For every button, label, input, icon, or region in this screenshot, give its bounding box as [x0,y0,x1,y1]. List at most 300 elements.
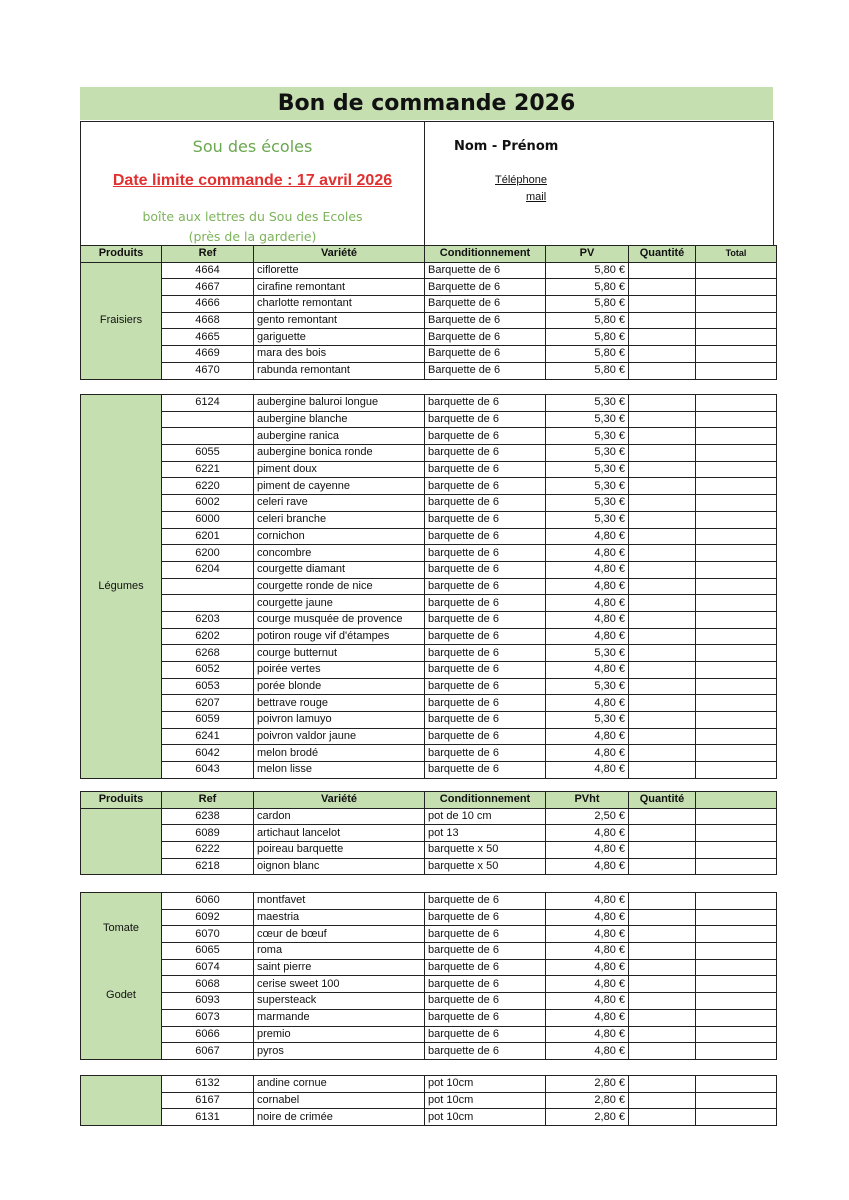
total-cell [696,296,777,313]
total-cell [696,611,777,628]
order-deadline: Date limite commande : 17 avril 2026 [112,172,393,189]
variety-cell: rabunda remontant [254,362,425,379]
total-cell [696,262,777,279]
column-header: Ref [162,792,254,809]
price-cell: 4,80 € [546,662,629,679]
ref-cell: 4670 [162,362,254,379]
table-row [81,461,777,478]
packaging-cell: barquette de 6 [425,395,546,412]
column-header: Variété [254,792,425,809]
quantity-input[interactable] [629,428,696,445]
quantity-input[interactable] [629,976,696,993]
packaging-cell: Barquette de 6 [425,312,546,329]
total-cell [696,858,777,875]
price-cell: 5,30 € [546,395,629,412]
price-cell: 4,80 € [546,578,629,595]
ref-cell: 6070 [162,926,254,943]
table-header-row [81,792,777,809]
packaging-cell: pot 13 [425,825,546,842]
total-cell [696,959,777,976]
variety-cell: gariguette [254,329,425,346]
price-cell: 2,80 € [546,1109,629,1126]
variety-cell: supersteack [254,993,425,1010]
ref-cell: 6092 [162,909,254,926]
packaging-cell: pot de 10 cm [425,808,546,825]
quantity-input[interactable] [629,545,696,562]
total-cell [696,595,777,612]
category-labels [81,893,161,1059]
packaging-cell: Barquette de 6 [425,362,546,379]
packaging-cell: barquette de 6 [425,728,546,745]
table-row [81,825,777,842]
price-cell: 5,80 € [546,362,629,379]
variety-cell: cœur de bœuf [254,926,425,943]
quantity-input[interactable] [629,993,696,1010]
total-cell [696,329,777,346]
quantity-input[interactable] [629,1009,696,1026]
ref-cell [162,578,254,595]
table-row [81,1043,777,1060]
ref-cell: 6238 [162,808,254,825]
quantity-input[interactable] [629,329,696,346]
ref-cell: 6066 [162,1026,254,1043]
variety-cell: poivron lamuyo [254,712,425,729]
product-category-cell [81,395,162,779]
quantity-input[interactable] [629,909,696,926]
packaging-cell: barquette de 6 [425,428,546,445]
packaging-cell: pot 10cm [425,1109,546,1126]
variety-cell: gento remontant [254,312,425,329]
quantity-input[interactable] [629,312,696,329]
table-row [81,428,777,445]
variety-cell: porée blonde [254,678,425,695]
table-row [81,445,777,462]
price-cell: 5,30 € [546,411,629,428]
table-row [81,762,777,779]
ref-cell [162,411,254,428]
quantity-input[interactable] [629,662,696,679]
ref-cell: 6068 [162,976,254,993]
product-category-cell [81,893,162,1060]
quantity-input[interactable] [629,262,696,279]
variety-cell: artichaut lancelot [254,825,425,842]
quantity-input[interactable] [629,712,696,729]
table-row [81,346,777,363]
price-cell: 4,80 € [546,926,629,943]
price-cell: 5,30 € [546,478,629,495]
organizer-panel [81,122,425,246]
column-header: Variété [254,246,425,263]
table-row [81,842,777,859]
price-cell: 4,80 € [546,628,629,645]
quantity-input[interactable] [629,1076,696,1093]
packaging-cell: barquette de 6 [425,495,546,512]
price-cell: 5,30 € [546,445,629,462]
total-cell [696,279,777,296]
ref-cell: 6201 [162,528,254,545]
packaging-cell: barquette de 6 [425,1026,546,1043]
packaging-cell: barquette de 6 [425,445,546,462]
quantity-input[interactable] [629,362,696,379]
packaging-cell: barquette de 6 [425,411,546,428]
quantity-input[interactable] [629,595,696,612]
quantity-input[interactable] [629,959,696,976]
ref-cell: 6065 [162,943,254,960]
product-table-4 [80,892,777,1060]
category-label: Tomate [102,922,140,935]
price-cell: 4,80 € [546,595,629,612]
quantity-input[interactable] [629,528,696,545]
ref-cell: 6202 [162,628,254,645]
total-cell [696,1076,777,1093]
quantity-input[interactable] [629,561,696,578]
total-cell [696,528,777,545]
quantity-input[interactable] [629,445,696,462]
variety-cell: aubergine baluroi longue [254,395,425,412]
packaging-cell: pot 10cm [425,1092,546,1109]
quantity-input[interactable] [629,346,696,363]
table-row [81,808,777,825]
table-row [81,561,777,578]
price-cell: 4,80 € [546,1009,629,1026]
total-cell [696,312,777,329]
variety-cell: aubergine ranica [254,428,425,445]
ref-cell: 6060 [162,893,254,910]
variety-cell: courge butternut [254,645,425,662]
column-header: Produits [81,246,162,263]
ref-cell: 6221 [162,461,254,478]
ref-cell: 6167 [162,1092,254,1109]
variety-cell: poirée vertes [254,662,425,679]
table-row [81,296,777,313]
packaging-cell: barquette de 6 [425,712,546,729]
variety-cell: ciflorette [254,262,425,279]
ref-cell: 6132 [162,1076,254,1093]
info-box [80,121,774,246]
ref-cell: 6093 [162,993,254,1010]
quantity-input[interactable] [629,578,696,595]
quantity-input[interactable] [629,926,696,943]
price-cell: 4,80 € [546,1043,629,1060]
table-row [81,712,777,729]
packaging-cell: Barquette de 6 [425,329,546,346]
variety-cell: andine cornue [254,1076,425,1093]
ref-cell: 4668 [162,312,254,329]
total-cell [696,545,777,562]
table-row [81,645,777,662]
total-cell [696,461,777,478]
price-cell: 4,80 € [546,943,629,960]
price-cell: 2,50 € [546,808,629,825]
packaging-cell: barquette de 6 [425,628,546,645]
category-label: Fraisiers [99,314,143,327]
variety-cell: aubergine blanche [254,411,425,428]
ref-cell: 4664 [162,262,254,279]
packaging-cell: barquette de 6 [425,1043,546,1060]
table-row [81,959,777,976]
table-row [81,312,777,329]
quantity-input[interactable] [629,678,696,695]
ref-cell: 6131 [162,1109,254,1126]
dropoff-location [81,207,424,247]
ref-cell: 6042 [162,745,254,762]
table-row [81,595,777,612]
quantity-input[interactable] [629,858,696,875]
packaging-cell: barquette de 6 [425,993,546,1010]
total-cell [696,428,777,445]
packaging-cell: barquette x 50 [425,842,546,859]
price-cell: 4,80 € [546,858,629,875]
packaging-cell: barquette de 6 [425,545,546,562]
total-cell [696,808,777,825]
price-cell: 5,30 € [546,428,629,445]
column-header: PVht [546,792,629,809]
packaging-cell: Barquette de 6 [425,279,546,296]
product-table-5 [80,1075,777,1126]
table-row [81,628,777,645]
category-label: Légumes [98,579,144,592]
packaging-cell: barquette de 6 [425,611,546,628]
packaging-cell: barquette de 6 [425,578,546,595]
product-category-cell [81,1076,162,1126]
quantity-input[interactable] [629,695,696,712]
quantity-input[interactable] [629,279,696,296]
variety-cell: bettrave rouge [254,695,425,712]
variety-cell: celeri branche [254,511,425,528]
table-row [81,909,777,926]
variety-cell: premio [254,1026,425,1043]
column-header: Conditionnement [425,246,546,263]
quantity-input[interactable] [629,1109,696,1126]
variety-cell: aubergine bonica ronde [254,445,425,462]
total-cell [696,561,777,578]
total-cell [696,909,777,926]
ref-cell: 6218 [162,858,254,875]
packaging-cell: barquette de 6 [425,662,546,679]
price-cell: 5,30 € [546,495,629,512]
price-cell: 4,80 € [546,528,629,545]
variety-cell: oignon blanc [254,858,425,875]
table-row [81,362,777,379]
total-cell [696,478,777,495]
price-cell: 4,80 € [546,825,629,842]
quantity-input[interactable] [629,411,696,428]
packaging-cell: Barquette de 6 [425,346,546,363]
ref-cell: 6053 [162,678,254,695]
quantity-input[interactable] [629,645,696,662]
packaging-cell: barquette de 6 [425,695,546,712]
total-cell [696,745,777,762]
ref-cell: 6002 [162,495,254,512]
quantity-input[interactable] [629,1043,696,1060]
variety-cell: noire de crimée [254,1109,425,1126]
variety-cell: montfavet [254,893,425,910]
variety-cell: cornichon [254,528,425,545]
total-cell [696,1009,777,1026]
table-row [81,893,777,910]
quantity-input[interactable] [629,808,696,825]
quantity-input[interactable] [629,893,696,910]
table-row [81,1076,777,1093]
packaging-cell: barquette x 50 [425,858,546,875]
total-cell [696,495,777,512]
quantity-input[interactable] [629,461,696,478]
category-label: Godet [106,988,136,1001]
ref-cell: 6268 [162,645,254,662]
quantity-input[interactable] [629,762,696,779]
ref-cell: 6222 [162,842,254,859]
column-header: Quantité [629,792,696,809]
price-cell: 4,80 € [546,959,629,976]
quantity-input[interactable] [629,296,696,313]
ref-cell: 6241 [162,728,254,745]
quantity-input[interactable] [629,745,696,762]
packaging-cell: barquette de 6 [425,478,546,495]
table-row [81,728,777,745]
column-header: Produits [81,792,162,809]
product-table-3 [80,791,777,875]
dropoff-line-1: boîte aux lettres du Sou des Ecoles [142,209,363,224]
price-cell: 5,30 € [546,712,629,729]
price-cell: 4,80 € [546,842,629,859]
table-row [81,1092,777,1109]
variety-cell: courgette ronde de nice [254,578,425,595]
total-cell [696,628,777,645]
variety-cell: poireau barquette [254,842,425,859]
total-cell [696,1043,777,1060]
table-row [81,858,777,875]
column-header: PV [546,246,629,263]
total-cell [696,695,777,712]
table-row [81,411,777,428]
packaging-cell: barquette de 6 [425,926,546,943]
packaging-cell: barquette de 6 [425,678,546,695]
price-cell: 5,80 € [546,262,629,279]
price-cell: 2,80 € [546,1076,629,1093]
total-cell [696,893,777,910]
total-cell [696,728,777,745]
variety-cell: mara des bois [254,346,425,363]
price-cell: 5,80 € [546,329,629,346]
packaging-cell: barquette de 6 [425,461,546,478]
quantity-input[interactable] [629,611,696,628]
variety-cell: concombre [254,545,425,562]
variety-cell: courgette jaune [254,595,425,612]
total-cell [696,578,777,595]
variety-cell: potiron rouge vif d'étampes [254,628,425,645]
packaging-cell: barquette de 6 [425,595,546,612]
variety-cell: melon brodé [254,745,425,762]
quantity-input[interactable] [629,943,696,960]
quantity-input[interactable] [629,395,696,412]
organization-name: Sou des écoles [192,137,313,156]
ref-cell [162,428,254,445]
table-row [81,495,777,512]
packaging-cell: barquette de 6 [425,976,546,993]
variety-cell: pyros [254,1043,425,1060]
quantity-input[interactable] [629,495,696,512]
column-header: Conditionnement [425,792,546,809]
variety-cell: marmande [254,1009,425,1026]
product-table-2 [80,394,777,779]
table-row [81,528,777,545]
variety-cell: saint pierre [254,959,425,976]
dropoff-line-2: (près de la garderie) [188,229,317,244]
ref-cell [162,595,254,612]
table-row [81,1009,777,1026]
table-row [81,1109,777,1126]
quantity-input[interactable] [629,1026,696,1043]
packaging-cell: barquette de 6 [425,959,546,976]
page-title: Bon de commande 2026 [80,87,773,120]
packaging-cell: barquette de 6 [425,528,546,545]
table-row [81,926,777,943]
quantity-input[interactable] [629,478,696,495]
table-row [81,1026,777,1043]
quantity-input[interactable] [629,842,696,859]
packaging-cell: barquette de 6 [425,561,546,578]
total-cell [696,825,777,842]
price-cell: 5,30 € [546,461,629,478]
total-cell [696,645,777,662]
table-row [81,943,777,960]
price-cell: 5,30 € [546,678,629,695]
quantity-input[interactable] [629,825,696,842]
ref-cell: 6124 [162,395,254,412]
table-row [81,545,777,562]
ref-cell: 6207 [162,695,254,712]
price-cell: 4,80 € [546,993,629,1010]
total-cell [696,712,777,729]
name-field-label: Nom - Prénom [454,139,559,154]
variety-cell: courge musquée de provence [254,611,425,628]
price-cell: 4,80 € [546,545,629,562]
table-header-row [81,246,777,263]
quantity-input[interactable] [629,511,696,528]
variety-cell: cirafine remontant [254,279,425,296]
packaging-cell: pot 10cm [425,1076,546,1093]
variety-cell: celeri rave [254,495,425,512]
packaging-cell: barquette de 6 [425,511,546,528]
quantity-input[interactable] [629,728,696,745]
price-cell: 5,80 € [546,312,629,329]
price-cell: 5,80 € [546,296,629,313]
total-cell [696,1026,777,1043]
total-cell [696,411,777,428]
table-row [81,511,777,528]
table-row [81,695,777,712]
total-cell [696,678,777,695]
total-cell [696,926,777,943]
table-row [81,745,777,762]
variety-cell: piment de cayenne [254,478,425,495]
packaging-cell: barquette de 6 [425,645,546,662]
variety-cell: piment doux [254,461,425,478]
quantity-input[interactable] [629,1092,696,1109]
ref-cell: 6043 [162,762,254,779]
packaging-cell: Barquette de 6 [425,296,546,313]
ref-cell: 6089 [162,825,254,842]
table-row [81,262,777,279]
table-row [81,279,777,296]
packaging-cell: barquette de 6 [425,943,546,960]
price-cell: 5,80 € [546,279,629,296]
quantity-input[interactable] [629,628,696,645]
phone-field-label: Téléphone [495,174,547,186]
total-cell [696,445,777,462]
ref-cell: 6000 [162,511,254,528]
product-category-cell [81,808,162,875]
